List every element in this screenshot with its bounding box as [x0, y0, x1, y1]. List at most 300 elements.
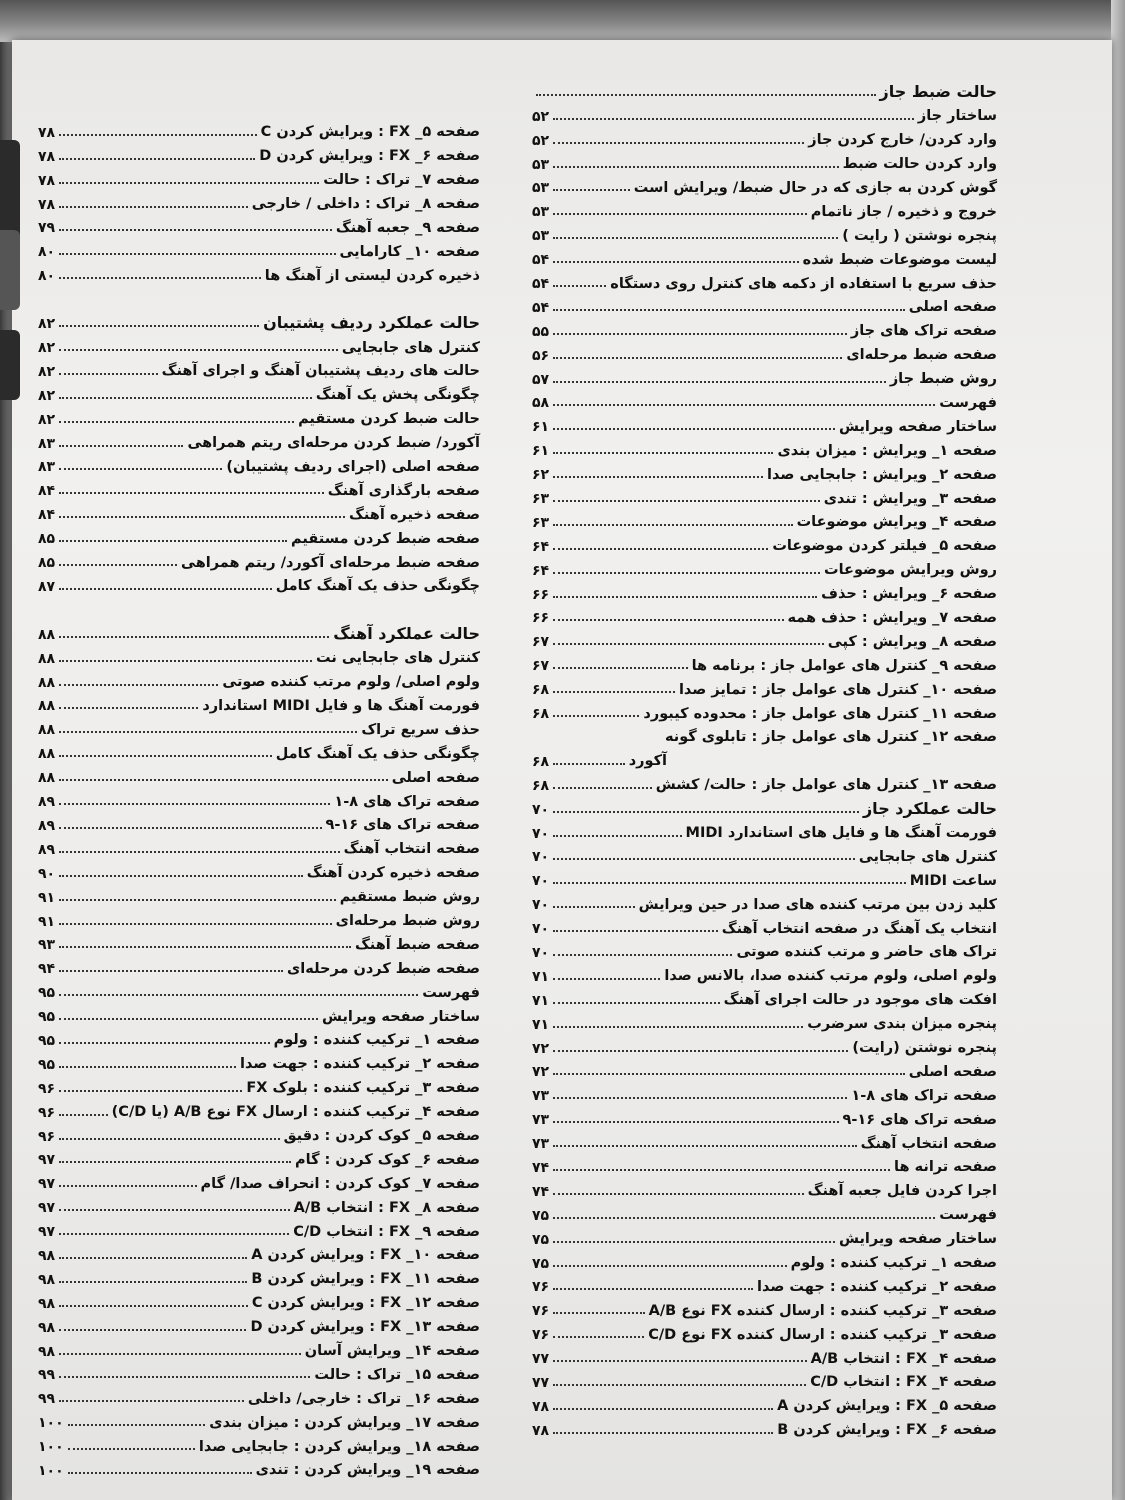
toc-entry: [38, 1120, 480, 1144]
dot-leader: [553, 643, 824, 645]
toc-page-number: ۵۶: [532, 347, 550, 364]
dot-leader: [553, 835, 681, 837]
toc-page-number: ۷۳: [532, 1112, 550, 1129]
dot-leader: [553, 476, 763, 478]
toc-entry: [532, 625, 997, 649]
toc-entry: [38, 666, 480, 690]
dot-leader: [553, 1336, 644, 1338]
dot-leader: [553, 548, 768, 550]
toc-entry: [532, 172, 997, 196]
dot-leader: [553, 118, 914, 120]
toc-entry-title: صفحه ۱۳_ FX : ویرایش کردن D: [250, 1319, 480, 1336]
toc-entry-title: ولوم اصلی/ ولوم مرتب کننده صوتی: [222, 674, 480, 691]
dot-leader: [553, 1432, 773, 1434]
toc-entry: [38, 546, 480, 570]
toc-entry-title: صفحه ۴_ ترکیب کننده : ارسال FX نوع A/B (یا C/D): [111, 1104, 480, 1121]
toc-entry-title: صفحه ۱۰_ FX : ویرایش کردن A: [251, 1247, 480, 1264]
toc-entry: [532, 100, 997, 124]
toc-entry: [532, 912, 997, 936]
toc-entry: [38, 905, 480, 929]
toc-entry-title: صفحه ۷_ تراک : حالت: [323, 172, 480, 189]
toc-entry: [532, 1199, 997, 1223]
toc-entry: [38, 1191, 480, 1215]
toc-entry: [532, 960, 997, 984]
dot-leader: [553, 619, 783, 621]
toc-section-heading: [38, 307, 480, 331]
toc-page-number: ۹۵: [38, 1056, 56, 1073]
toc-entry: [532, 458, 997, 482]
toc-entry-title: صفحه ۳_ ترکیب کننده : بلوک FX: [246, 1080, 480, 1097]
toc-entry-title: اجرا کردن فایل جعبه آهنگ: [807, 1183, 997, 1200]
toc-entry: [532, 1056, 997, 1080]
toc-entry-title: صفحه ۹_ جعبه آهنگ: [335, 219, 480, 236]
toc-entry-title: صفحه تراک های ۸-۱: [334, 793, 480, 810]
toc-page-number: ۵۸: [532, 395, 550, 412]
toc-page-number: ۶۷: [532, 658, 550, 675]
toc-page-number: ۶۶: [532, 586, 550, 603]
toc-entry-title: صفحه ضبط مرحله‌ای آکورد/ ریتم همراهی: [181, 554, 480, 571]
toc-page-number: ۷۴: [532, 1183, 550, 1200]
toc-page-number: ۸۵: [38, 531, 56, 548]
toc-entry: [38, 737, 480, 761]
toc-entry-title: صفحه ۱۲_ کنترل های عوامل جاز : تابلوی گونه: [664, 729, 997, 746]
toc-entry: [532, 602, 997, 626]
dot-leader: [59, 1400, 244, 1402]
toc-entry-title: فهرست: [939, 394, 997, 411]
dot-leader: [553, 1026, 803, 1028]
toc-page-number: ۶۳: [532, 514, 550, 531]
dot-leader: [59, 875, 303, 877]
dot-leader: [59, 492, 324, 494]
dot-leader: [59, 1281, 247, 1283]
toc-page-number: ۷۰: [532, 873, 550, 890]
toc-page-number: ۸۵: [38, 555, 56, 572]
dot-leader: [59, 277, 261, 279]
dot-leader: [553, 1121, 838, 1123]
dot-leader: [553, 1050, 848, 1052]
toc-entry-title: ولوم اصلی، ولوم مرتب کننده صدا، بالانس صدا: [664, 968, 997, 985]
toc-entry-title: وارد کردن حالت ضبط: [842, 156, 997, 173]
toc-page-number: ۷۰: [532, 897, 550, 914]
toc-entry: [532, 219, 997, 243]
dot-leader: [59, 1018, 318, 1020]
dot-leader: [59, 182, 319, 184]
dot-leader: [553, 1360, 807, 1362]
toc-entry: [532, 1079, 997, 1103]
toc-entry-title: صفحه ۱_ ترکیب کننده : ولوم: [790, 1255, 997, 1272]
dot-leader: [553, 787, 652, 789]
dot-leader: [553, 1097, 847, 1099]
toc-entry-title: صفحه ۲_ ویرایش : جابجایی صدا: [767, 466, 997, 483]
toc-entry-title: روش ویرایش موضوعات: [824, 562, 997, 579]
toc-entry: [532, 841, 997, 865]
toc-entry-title: صفحه اصلی (اجرای ردیف پشتیبان): [226, 458, 480, 475]
toc-entry-title: کنترل های جابجایی: [341, 339, 480, 356]
toc-page-number: ۷۸: [38, 148, 56, 165]
dot-leader: [553, 572, 820, 574]
toc-entry: [38, 1000, 480, 1024]
toc-page-number: ۱۰۰: [38, 1462, 64, 1479]
dot-leader: [553, 237, 838, 239]
toc-entry: [532, 697, 997, 721]
toc-entry: [532, 482, 997, 506]
toc-entry-title: صفحه ۶_ ویرایش : حذف: [821, 586, 997, 603]
toc-page-number: ۸۴: [38, 483, 56, 500]
dot-leader: [59, 1090, 242, 1092]
toc-page-number: ۷۶: [532, 1279, 550, 1296]
toc-entry: [532, 434, 997, 458]
toc-page-number: ۷۷: [532, 1374, 550, 1391]
toc-entry: [532, 1342, 997, 1366]
toc-page-number: ۷۰: [532, 944, 550, 961]
toc-entry-title: صفحه ضبط کردن مرحله‌ای: [287, 960, 480, 977]
toc-entry: [532, 1271, 997, 1295]
toc-entry-title: ساختار جاز: [917, 108, 997, 125]
toc-entry-title: صفحه ۸_ تراک : داخلی / خارجی: [251, 196, 480, 213]
toc-page-number: ۸۸: [38, 626, 56, 643]
dot-leader: [59, 851, 340, 853]
dot-leader: [59, 588, 272, 590]
toc-page-number: ۵۲: [532, 108, 550, 125]
toc-page-number: ۸۲: [38, 340, 56, 357]
toc-page-number: ۹۵: [38, 1009, 56, 1026]
dot-leader: [59, 731, 357, 733]
toc-entry: [38, 212, 480, 236]
toc-entry: [38, 1239, 480, 1263]
toc-entry: [38, 809, 480, 833]
toc-page-number: ۸۹: [38, 794, 56, 811]
toc-entry: [38, 1167, 480, 1191]
dot-leader: [59, 994, 418, 996]
dot-leader: [553, 882, 906, 884]
dot-leader: [59, 540, 287, 542]
toc-entry: [532, 387, 997, 411]
toc-entry-title: حالت عملکرد ردیف پشتیبان: [263, 313, 480, 333]
toc-entry: [532, 817, 997, 841]
toc-entry-title: صفحه تراک های جاز: [850, 323, 997, 340]
dot-leader: [553, 1002, 720, 1004]
toc-entry-title: صفحه ۱۵_ تراک : حالت: [314, 1366, 480, 1383]
toc-entry: [532, 769, 997, 793]
toc-entry: [38, 1335, 480, 1359]
dot-leader: [553, 1384, 806, 1386]
toc-entry: [532, 1151, 997, 1175]
toc-entry-title: روش ضبط جاز: [889, 371, 997, 388]
toc-page-number: ۸۸: [38, 650, 56, 667]
toc-entry: [38, 857, 480, 881]
dot-leader: [553, 1288, 753, 1290]
binder-tab: [0, 330, 20, 400]
toc-page-number: ۷۸: [532, 1422, 550, 1439]
toc-page-number: ۷۸: [38, 124, 56, 141]
toc-entry: [38, 522, 480, 546]
toc-page-number: ۶۸: [532, 753, 550, 770]
toc-entry-title: حذف سریع تراک: [361, 721, 480, 738]
toc-page-number: ۸۳: [38, 459, 56, 476]
toc-entry-title: حالت های ردیف پشتیبان آهنگ و اجرای آهنگ: [161, 363, 480, 380]
toc-entry-title: صفحه ۴_ ویرایش موضوعات: [796, 514, 997, 531]
toc-page-number: ۹۷: [38, 1200, 56, 1217]
toc-page-number: ۶۳: [532, 491, 550, 508]
toc-entry-title: صفحه ۱۱_ FX : ویرایش کردن B: [251, 1271, 480, 1288]
toc-page-number: ۷۷: [532, 1351, 550, 1368]
toc-entry: [38, 1311, 480, 1335]
toc-page-number: ۸۷: [38, 578, 56, 595]
toc-page-number: ۱۰۰: [38, 1439, 64, 1456]
dot-leader: [59, 1042, 270, 1044]
dot-leader: [59, 803, 330, 805]
toc-page-number: ۶۴: [532, 562, 550, 579]
toc-entry-title: کنترل های جابجایی: [858, 848, 997, 865]
toc-entry: [38, 1359, 480, 1383]
toc-page-number: ۷۰: [532, 849, 550, 866]
toc-entry-title: صفحه ۱۳_ کنترل های عوامل جاز : حالت/ کشش: [655, 777, 997, 794]
toc-page-number: ۸۲: [38, 316, 56, 333]
right-edge: [1111, 0, 1125, 1500]
toc-entry: [38, 642, 480, 666]
toc-page-number: ۸۸: [38, 722, 56, 739]
dot-leader: [553, 452, 773, 454]
dot-leader: [553, 930, 718, 932]
toc-entry-title: حذف سریع با استفاده از دکمه های کنترل روی دستگاه: [610, 275, 997, 292]
toc-page-number: ۹۱: [38, 913, 56, 930]
dot-leader: [553, 381, 886, 383]
dot-leader: [59, 1329, 246, 1331]
toc-page-number: ۹۶: [38, 1104, 56, 1121]
toc-entry-title: حالت ضبط کردن مستقیم: [298, 411, 480, 428]
dot-leader: [59, 1376, 310, 1378]
toc-entry: [38, 259, 480, 283]
dot-leader: [59, 1138, 279, 1140]
toc-entry: [38, 331, 480, 355]
toc-entry-title: صفحه اصلی: [908, 1063, 997, 1080]
toc-entry: [532, 984, 997, 1008]
toc-section-heading: [38, 618, 480, 642]
dot-leader: [553, 500, 820, 502]
toc-entry-title: کنترل های جابجایی نت: [316, 650, 480, 667]
dot-leader: [59, 946, 351, 948]
dot-leader: [553, 1193, 804, 1195]
dot-leader: [68, 1448, 195, 1450]
toc-entry: [38, 1287, 480, 1311]
dot-leader: [59, 445, 183, 447]
toc-entry-title: صفحه ۴_ FX : انتخاب A/B: [810, 1350, 997, 1367]
toc-entry: [38, 1048, 480, 1072]
dot-leader: [553, 1217, 935, 1219]
toc-entry: [532, 1175, 997, 1199]
toc-page-number: ۷۰: [532, 825, 550, 842]
toc-entry-title: گوش کردن به جازی که در حال ضبط/ ویرایش است: [633, 179, 997, 196]
toc-entry: [38, 833, 480, 857]
dot-leader: [553, 1241, 835, 1243]
dot-leader: [59, 206, 248, 208]
dot-leader: [553, 357, 842, 359]
toc-entry-title: صفحه ۳_ ترکیب کننده : ارسال کننده FX نوع A/B: [648, 1302, 997, 1319]
dot-leader: [553, 1265, 787, 1267]
toc-entry-title: فورمت آهنگ ها و فایل های استاندارد MIDI: [685, 825, 997, 841]
dot-leader: [553, 1408, 773, 1410]
dot-leader: [59, 421, 294, 423]
toc-entry-title: صفحه ۱۷_ ویرایش کردن : میزان بندی: [209, 1414, 480, 1431]
toc-entry-title: لیست موضوعات ضبط شده: [802, 251, 997, 268]
dot-leader: [553, 261, 799, 263]
toc-entry: [38, 1215, 480, 1239]
toc-entry: [38, 713, 480, 737]
toc-entry: [532, 506, 997, 530]
toc-entry-title: صفحه بارگذاری آهنگ: [327, 482, 480, 499]
toc-entry: [38, 355, 480, 379]
toc-entry: [532, 936, 997, 960]
toc-entry-title: صفحه ۷_ کوک کردن : انحراف صدا/ گام: [200, 1175, 480, 1192]
toc-page-number: ۹۱: [38, 889, 56, 906]
toc-page-number: ۹۸: [38, 1247, 56, 1264]
toc-entry: [532, 673, 997, 697]
toc-page-number: ۸۸: [38, 698, 56, 715]
toc-page-number: ۱۰۰: [38, 1415, 64, 1432]
toc-page-number: ۶۷: [532, 634, 550, 651]
toc-entry-title: فهرست: [939, 1207, 997, 1224]
toc-page-number: ۶۸: [532, 777, 550, 794]
toc-entry-title: انتخاب یک آهنگ در صفحه انتخاب آهنگ: [721, 920, 997, 937]
toc-page-number: ۶۱: [532, 443, 550, 460]
toc-entry: [38, 498, 480, 522]
toc-entry: [532, 1103, 997, 1127]
toc-entry-title: آکورد: [628, 753, 667, 770]
toc-page-number: ۹۵: [38, 1032, 56, 1049]
toc-entry-title: صفحه ذخیره آهنگ: [349, 506, 480, 523]
dot-leader: [553, 978, 660, 980]
dot-leader: [59, 397, 312, 399]
toc-page-number: ۷۰: [532, 801, 550, 818]
toc-entry: [38, 785, 480, 809]
dot-leader: [553, 428, 835, 430]
dot-leader: [59, 923, 332, 925]
toc-entry-title: صفحه ۶_ کوک کردن : گام: [295, 1151, 480, 1168]
toc-entry-title: حالت عملکرد جاز: [862, 798, 997, 818]
toc-page-number: ۷۵: [532, 1255, 550, 1272]
dot-leader: [59, 1209, 290, 1211]
dot-leader: [59, 1066, 236, 1068]
toc-entry: [532, 721, 997, 745]
toc-entry-title: خروج و ذخیره / جاز ناتمام: [810, 203, 997, 220]
toc-entry: [532, 410, 997, 434]
dot-leader: [59, 468, 222, 470]
toc-entry: [38, 761, 480, 785]
dot-leader: [553, 858, 855, 860]
toc-entry-title: پنجره میزان بندی سرضرب: [807, 1016, 997, 1033]
toc-entry-title: حالت ضبط جاز: [879, 81, 997, 101]
toc-page-number: ۷۸: [532, 1398, 550, 1415]
toc-page-number: ۸۴: [38, 507, 56, 524]
toc-page-number: ۷۹: [38, 220, 56, 237]
toc-entry: [532, 1318, 997, 1342]
toc-entry: [532, 243, 997, 267]
toc-entry: [38, 1430, 480, 1454]
dot-leader: [536, 94, 876, 96]
toc-entry: [38, 929, 480, 953]
toc-entry-title: فهرست: [422, 984, 480, 1001]
dot-leader: [553, 213, 807, 215]
dot-leader: [59, 1161, 291, 1163]
dot-leader: [553, 189, 630, 191]
toc-page-number: ۵۳: [532, 180, 550, 197]
toc-entry: [532, 649, 997, 673]
toc-entry-title: صفحه ۹_ کنترل های عوامل جاز : برنامه ها: [691, 657, 997, 674]
toc-entry-title: صفحه ۱۸_ ویرایش کردن : جابجایی صدا: [198, 1438, 480, 1455]
toc-entry-title: افکت های موجود در حالت اجرای آهنگ: [723, 992, 997, 1009]
toc-entry-title: صفحه ۱_ ویرایش : میزان بندی: [777, 442, 997, 459]
toc-entry-title: صفحه ۱۰_ کنترل های عوامل جاز : تمایز صدا: [678, 681, 997, 698]
toc-page-number: ۵۲: [532, 132, 550, 149]
toc-entry-title: صفحه ضبط مرحله‌ای: [846, 347, 997, 364]
toc-page-number: ۸۲: [38, 387, 56, 404]
toc-entry: [38, 690, 480, 714]
toc-entry-title: صفحه ذخیره کردن آهنگ: [306, 865, 480, 882]
toc-page-number: ۷۱: [532, 1016, 550, 1033]
dot-leader: [59, 970, 283, 972]
dot-leader: [68, 1472, 252, 1474]
dot-leader: [553, 906, 635, 908]
dot-leader: [59, 564, 177, 566]
toc-entry: [532, 864, 997, 888]
toc-entry-title: صفحه ۱۶_ تراک : خارجی/ داخلی: [247, 1390, 480, 1407]
toc-entry-title: صفحه انتخاب آهنگ: [343, 841, 480, 858]
toc-entry: [38, 881, 480, 905]
toc-page-number: ۹۸: [38, 1295, 56, 1312]
dot-leader: [59, 660, 312, 662]
dot-leader: [553, 309, 905, 311]
toc-entry: [532, 1366, 997, 1390]
dot-leader: [59, 1185, 196, 1187]
toc-page-number: ۹۶: [38, 1080, 56, 1097]
dot-leader: [59, 349, 338, 351]
toc-entry: [532, 1127, 997, 1151]
toc-entry: [532, 554, 997, 578]
toc-entry: [532, 1390, 997, 1414]
dot-leader: [59, 755, 272, 757]
section-gap: [38, 594, 480, 618]
toc-entry: [532, 1247, 997, 1271]
toc-page-number: ۹۰: [38, 865, 56, 882]
toc-entry-title: صفحه اصلی: [908, 299, 997, 316]
toc-entry-title: صفحه ضبط آهنگ: [354, 936, 480, 953]
toc-entry: [38, 140, 480, 164]
toc-page-number: ۷۴: [532, 1159, 550, 1176]
dot-leader: [553, 667, 688, 669]
toc-entry-title: صفحه انتخاب آهنگ: [860, 1135, 997, 1152]
toc-entry-title: چگونگی حذف یک آهنگ کامل: [275, 745, 480, 762]
toc-entry-title: صفحه ۷_ ویرایش : حذف همه: [787, 609, 997, 626]
dot-leader: [59, 1305, 248, 1307]
toc-page-number: ۹۸: [38, 1343, 56, 1360]
toc-entry-title: صفحه تراک های ۸-۱: [851, 1087, 997, 1104]
toc-entry: [532, 124, 997, 148]
toc-entry-title: صفحه ۲_ ترکیب کننده : جهت صدا: [240, 1056, 480, 1073]
toc-page-number: ۷۱: [532, 992, 550, 1009]
dot-leader: [59, 229, 332, 231]
dot-leader: [59, 827, 321, 829]
dot-leader: [59, 1353, 301, 1355]
toc-page-number: ۸۰: [38, 244, 56, 261]
toc-entry: [38, 188, 480, 212]
dot-leader: [553, 811, 859, 813]
top-shadow: [0, 0, 1125, 42]
dot-leader: [553, 404, 935, 406]
toc-entry: [38, 976, 480, 1000]
toc-page-number: ۷۳: [532, 1136, 550, 1153]
dot-leader: [59, 1257, 247, 1259]
toc-page-number: ۶۶: [532, 610, 550, 627]
